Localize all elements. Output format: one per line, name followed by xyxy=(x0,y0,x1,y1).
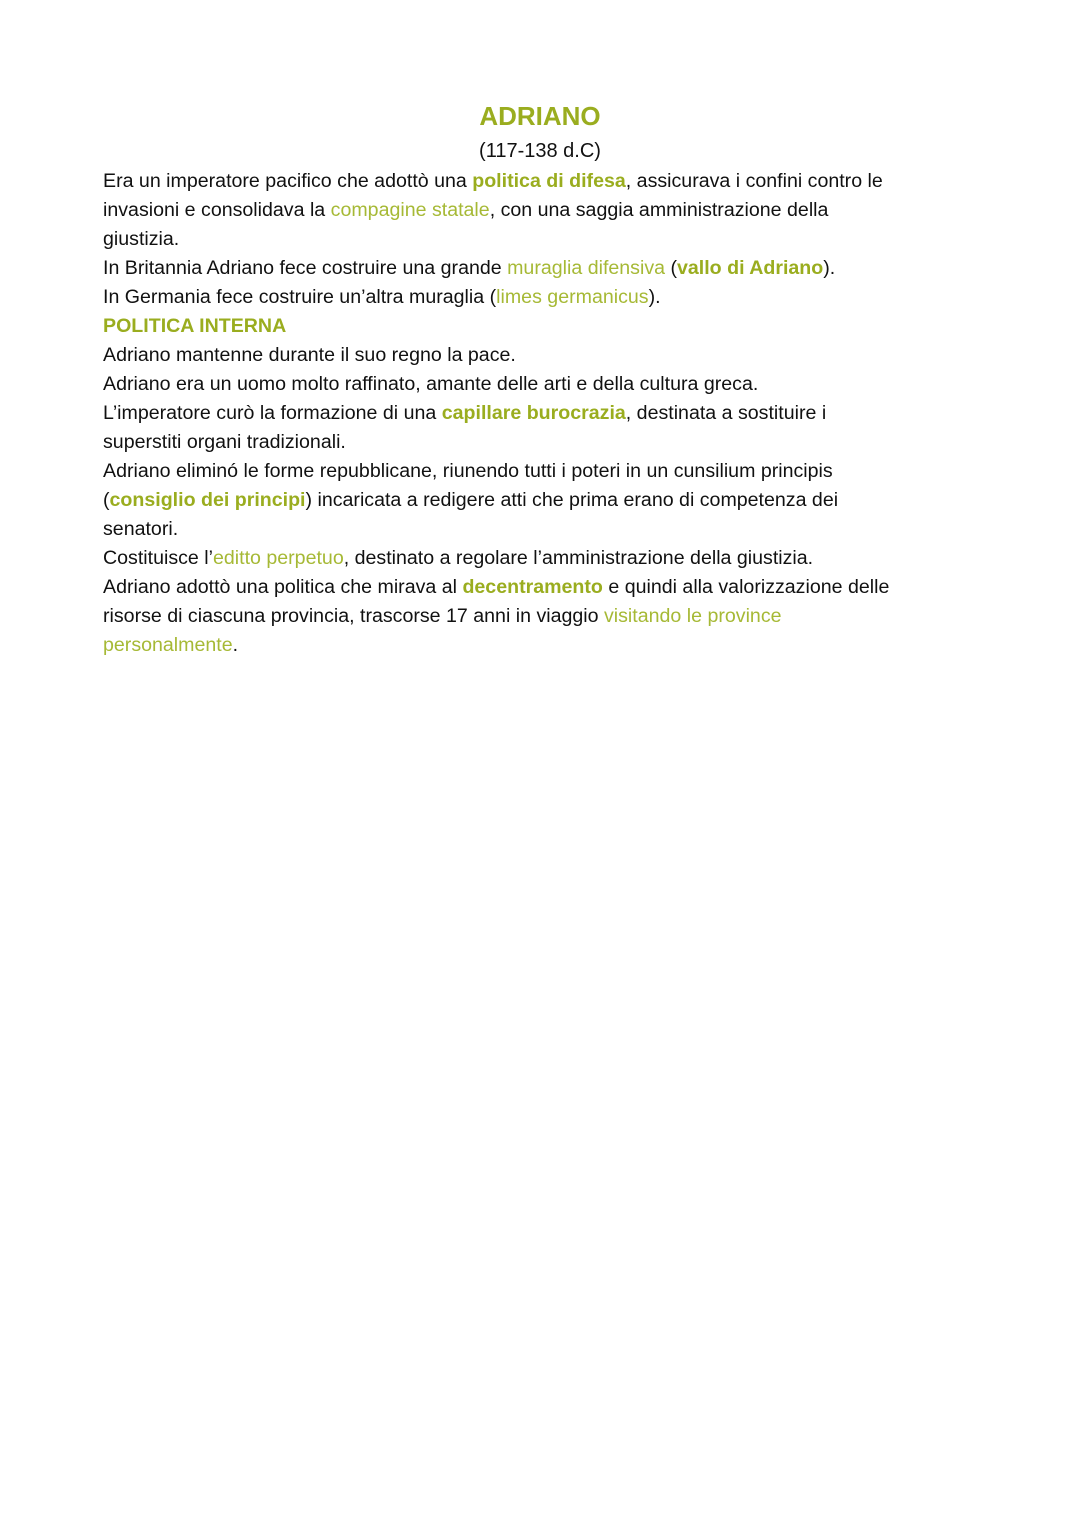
text-segment: Era un imperatore pacifico che adottò una xyxy=(103,170,473,192)
text-line xyxy=(103,167,1003,196)
bold-highlight: politica di difesa xyxy=(472,170,626,192)
bold-highlight: decentramento xyxy=(462,576,603,598)
text-line xyxy=(103,312,1003,341)
highlight-text: muraglia difensiva xyxy=(507,257,666,279)
highlight-text: compagine statale xyxy=(330,199,490,221)
text-line xyxy=(103,573,1003,602)
text-line xyxy=(103,196,1003,225)
bold-highlight: vallo di Adriano xyxy=(677,257,824,279)
text-segment: ). xyxy=(648,286,661,308)
bold-highlight: POLITICA INTERNA xyxy=(103,315,287,337)
text-line xyxy=(103,515,1003,544)
text-line xyxy=(103,602,1003,631)
text-segment: . xyxy=(232,634,239,656)
document-title: ADRIANO xyxy=(479,101,601,131)
text-segment: Adriano adottò una politica che mirava al xyxy=(103,576,463,598)
text-segment: invasioni e consolidava la xyxy=(103,199,331,221)
highlight-text: editto perpetuo xyxy=(212,547,344,569)
text-segment: ). xyxy=(823,257,836,279)
text-line xyxy=(103,544,1003,573)
text-segment: ( xyxy=(103,489,110,511)
text-line xyxy=(103,283,1003,312)
document-body xyxy=(103,167,1003,660)
highlight-text: personalmente xyxy=(103,634,233,656)
bold-highlight: consiglio dei principi xyxy=(109,489,306,511)
text-line xyxy=(103,486,1003,515)
text-line xyxy=(103,370,1003,399)
text-segment: senatori. xyxy=(103,518,179,540)
text-segment: , assicurava i confini contro le xyxy=(625,170,883,192)
text-segment: , con una saggia amministrazione della xyxy=(489,199,829,221)
text-segment: ) incaricata a redigere atti che prima erano di competenza dei xyxy=(305,489,839,511)
text-segment: Adriano era un uomo molto raffinato, amante delle arti e della cultura greca. xyxy=(103,373,759,395)
text-segment: ( xyxy=(665,257,677,279)
highlight-text: visitando le province xyxy=(603,605,782,627)
text-line xyxy=(103,225,1003,254)
text-segment: superstiti organi tradizionali. xyxy=(103,431,346,453)
text-line xyxy=(103,457,1003,486)
text-segment: , destinata a sostituire i xyxy=(625,402,827,424)
text-segment: In Germania fece costruire un’altra muraglia ( xyxy=(103,286,497,308)
text-segment: Adriano eliminó le forme repubblicane, riunendo tutti i poteri in un cunsilium principis xyxy=(103,460,833,482)
text-segment: giustizia. xyxy=(103,228,180,250)
text-segment: risorse di ciascuna provincia, trascorse 17 anni in viaggio xyxy=(103,605,604,627)
text-line xyxy=(103,428,1003,457)
text-segment: Adriano mantenne durante il suo regno la pace. xyxy=(103,344,516,366)
text-line xyxy=(103,254,1003,283)
text-line xyxy=(103,341,1003,370)
date-range: (117-138 d.C) xyxy=(479,140,601,162)
bold-highlight: capillare burocrazia xyxy=(441,402,626,424)
text-line xyxy=(103,631,1003,660)
text-segment: L’imperatore curò la formazione di una xyxy=(103,402,442,424)
text-segment: e quindi alla valorizzazione delle xyxy=(602,576,890,598)
text-line xyxy=(103,399,1003,428)
text-segment: In Britannia Adriano fece costruire una grande xyxy=(103,257,508,279)
text-segment: Costituisce l’ xyxy=(103,547,213,569)
text-segment: , destinato a regolare l’amministrazione della giustizia. xyxy=(343,547,814,569)
highlight-text: limes germanicus xyxy=(496,286,649,308)
